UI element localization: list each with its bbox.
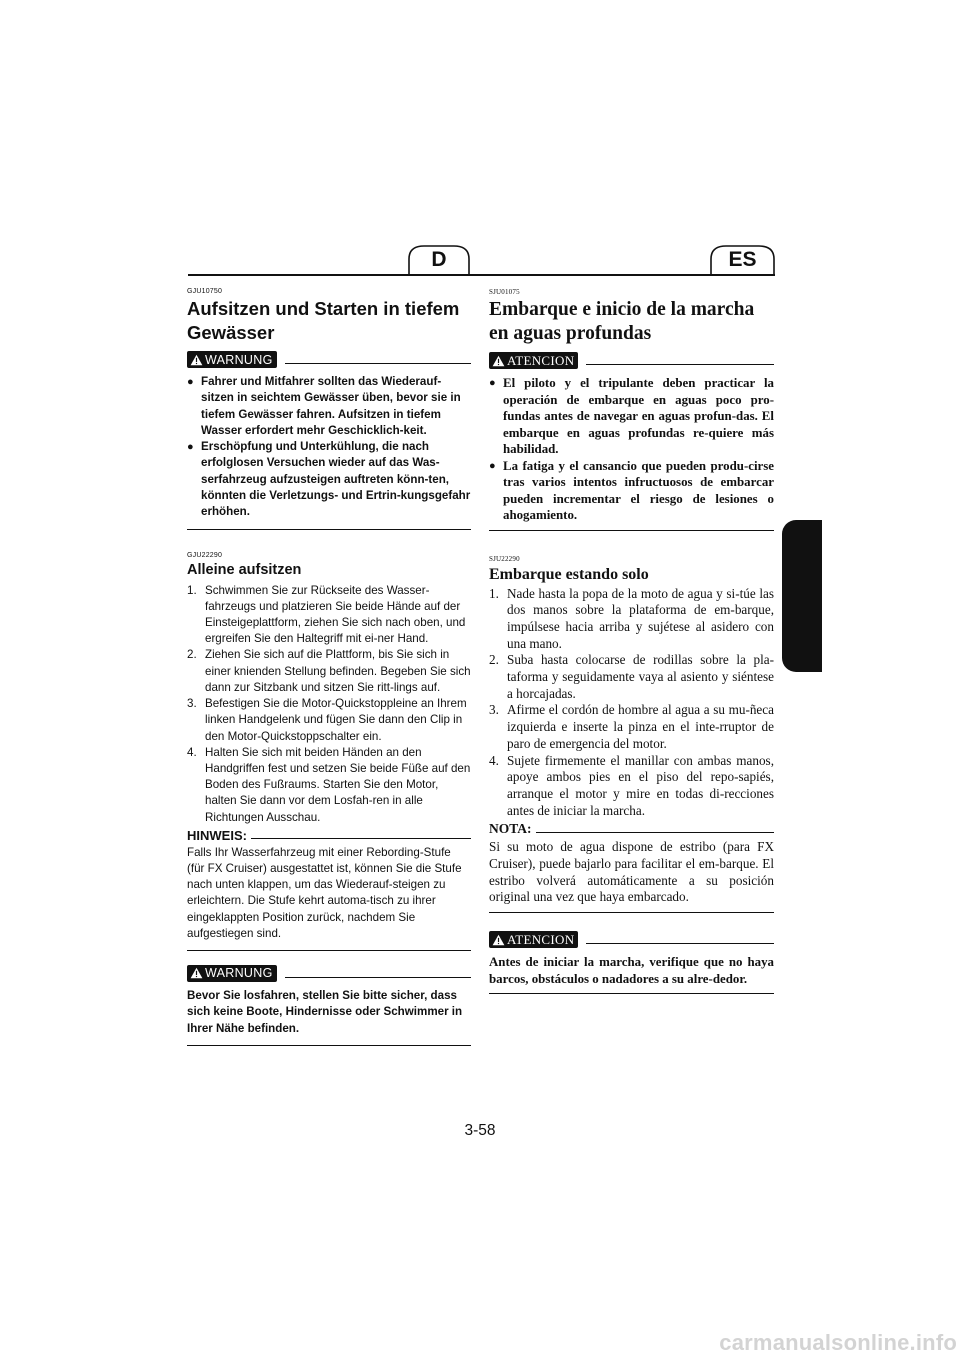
warning-triangle-icon	[492, 934, 505, 946]
reference-code: GJU22290	[187, 551, 223, 559]
steps-list	[489, 586, 774, 820]
header-rule	[188, 274, 775, 276]
list-item: 1. Schwimmen Sie zur Rückseite des Wasser-fahrzeugs und platzieren Sie beide Hände auf der Einsteigeplattform, ziehen Sie sich nach oben, und ergreifen Sie den Haltegriff mit ei-ner Hand.	[187, 583, 466, 646]
watermark: carmanualsonline.info	[719, 1330, 957, 1355]
caution-badge: ATENCION	[489, 352, 578, 369]
chapter-thumb-tab	[782, 520, 822, 672]
warning-text: Bevor Sie losfahren, stellen Sie bitte sicher, dass sich keine Boote, Hindernisse oder Schwimmer in Ihrer Nähe befinden.	[187, 988, 463, 1035]
list-item: 3. Afirme el cordón de hombre al agua a su mu-ñeca izquierda e inserte la pinza en el inte-rruptor de paro de emergencia del motor.	[489, 702, 774, 751]
caution-header	[489, 352, 774, 369]
list-item: 3. Befestigen Sie die Motor-Quickstoppleine an Ihrem linken Handgelenk und fügen Sie dann den Clip in den Motor-Quickstoppschalter ein.	[187, 697, 467, 743]
reference-code: SJU01075	[489, 288, 520, 296]
list-item: 2. Suba hasta colocarse de rodillas sobre la pla-taforma y seguidamente vaya al asiento y siéntese a horcajadas.	[489, 652, 774, 701]
list-item: ● La fatiga y el cansancio que pueden produ-cirse tras varios intentos infructuosos de embarcar pueden incrementar el riesgo de lesiones o ahogamiento.	[489, 458, 774, 524]
reference-code: SJU22290	[489, 554, 520, 563]
caution-header	[489, 931, 774, 948]
caution-end-rule	[489, 993, 774, 994]
list-item: 2. Ziehen Sie sich auf die Plattform, bis Sie sich in einer knienden Stellung befinden. Begeben Sie sich dann zur Sitzbank und sitzen Sie ritt-lings auf.	[187, 648, 471, 694]
warning-triangle-icon	[190, 354, 203, 366]
warning-badge: WARNUNG	[187, 351, 277, 368]
list-item: ● Erschöpfung und Unterkühlung, die nach erfolglosen Versuchen wieder auf das Was-serfahrzeug aufzusteigen auftreten könn-ten, könnten die Verletzungs- und Ertrin-kungsgefahr erhöhen.	[187, 439, 471, 520]
subsection-title: Alleine aufsitzen	[187, 561, 302, 578]
warning-triangle-icon	[190, 967, 203, 979]
note-text: Falls Ihr Wasserfahrzeug mit einer Rebording-Stufe (für FX Cruiser) ausgestattet ist, können Sie die Stufe nach unten klappen, um das Wiederauf-steigen zu erleichtern. Die Stufe kehrt automa-tisch zu ihrer eingeklappten Position zurück, nachdem Sie aufgestiegen sind.	[187, 845, 462, 940]
list-item: 4. Halten Sie sich mit beiden Händen an den Handgriffen fest und setzen Sie beide Füße auf den Boden des Fußraums. Starten Sie den Motor, halten Sie dann vor dem Losfah-ren in alle Richtungen Ausschau.	[187, 745, 471, 824]
note-text: Si su moto de agua dispone de estribo (para FX Cruiser), puede bajarlo para facilitar el em-barque. El estribo volverá automáticamente a su posición original una vez que haya embarcado.	[489, 839, 774, 905]
section-title: Embarque e inicio de la marcha en aguas profundas	[489, 299, 755, 344]
list-item: ● El piloto y el tripulante deben practicar la operación de embarque en aguas poco pro-fundas antes de navegar en aguas profun-das. El embarque en aguas profundas re-quiere más habilidad.	[489, 375, 774, 458]
list-item: ● Fahrer und Mitfahrer sollten das Wiederauf-sitzen in seichtem Gewässer üben, bevor sie in tiefem Gewässer fahren. Aufsitzen in tiefem Wasser erfordert mehr Geschicklich-keit.	[187, 374, 471, 439]
warning-end-rule	[187, 1045, 471, 1046]
list-item: 1. Nade hasta la popa de la moto de agua y si-túe las dos manos sobre la plataforma de em-barque, impúlsese hacia arriba y sujétese al asidero con una mano.	[489, 585, 774, 651]
caution-badge: ATENCION	[489, 931, 578, 948]
note-header: HINWEIS:	[187, 828, 471, 843]
warning-list	[187, 374, 471, 521]
section-title: Aufsitzen und Starten in tiefem Gewässer	[187, 298, 460, 343]
warning-header	[187, 965, 471, 982]
warning-header	[187, 351, 471, 368]
caution-text: Antes de iniciar la marcha, verifique que no haya barcos, obstáculos o nadadores a su alre-dedor.	[489, 955, 774, 986]
warning-badge: WARNUNG	[187, 965, 277, 982]
language-tab-german	[408, 245, 470, 275]
steps-list	[187, 583, 471, 826]
caution-list	[489, 375, 774, 524]
spanish-column	[489, 288, 774, 994]
note-header: NOTA:	[489, 821, 774, 837]
language-label-spanish: ES	[728, 248, 757, 271]
list-item: 4. Sujete firmemente el manillar con ambas manos, apoye ambos pies en el piso del repo-sapiés, arranque el motor y mire en todas di-recciones antes de iniciar la marcha.	[489, 752, 774, 818]
reference-code: GJU10750	[187, 288, 223, 295]
subsection-title: Embarque estando solo	[489, 565, 649, 583]
language-tab-spanish	[710, 245, 775, 275]
page-number: 3-58	[464, 1122, 496, 1139]
language-label-german: D	[431, 248, 447, 271]
warning-triangle-icon	[492, 355, 505, 367]
german-column	[187, 288, 471, 1046]
